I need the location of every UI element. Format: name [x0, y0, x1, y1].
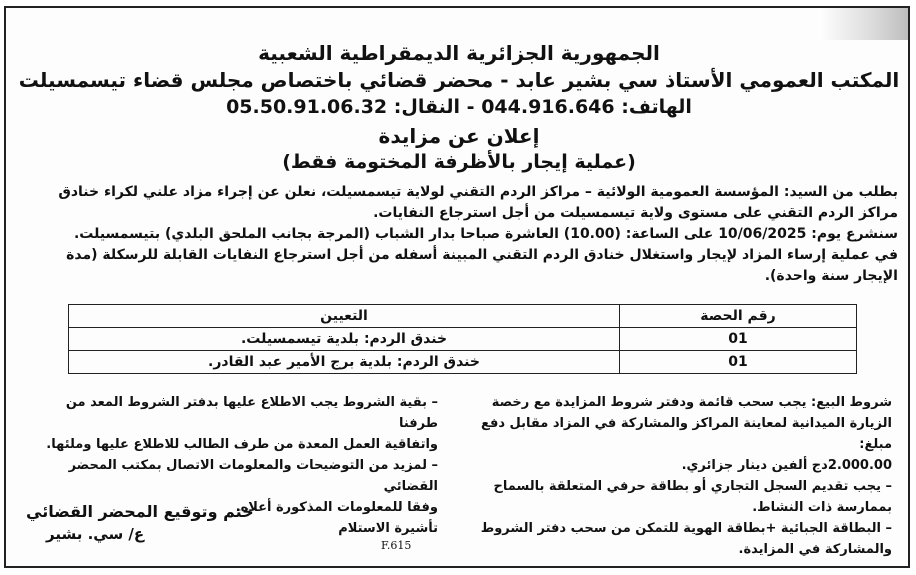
designation-cell: خندق الردم: بلدية تيسمسيلت.	[69, 328, 620, 351]
condition-line: واتفاقية العمل المعدة من طرف الطالب للاطلاع عليها وملئها.	[46, 437, 438, 452]
condition-line: – البطاقة الجبائية +بطاقة الهوية للتمكن من سحب دفتر الشروط	[480, 521, 892, 536]
purpose-paragraph: في عملية إرساء المزاد لإيجار واستغلال خنادق الردم التقني المبينة أسفله من أجل استرجاع النفايات القابلة للرسكلة (مدة الإيجار سنة واحدة).	[66, 247, 898, 284]
condition-line: والمشاركة في المزايدة.	[738, 542, 892, 557]
signature-name: ع/ سي. بشير	[46, 525, 145, 543]
table-header-row	[69, 305, 857, 328]
intro-paragraph: بطلب من السيد: المؤسسة العمومية الولائية – مراكز الردم التقني لولاية تيسمسيلت، نعلن عن إجراء مزاد علني لكراء خنادق مراكز الردم التقني على مستوى ولاية تيسمسيلت من أجل استرجاع النفايات.	[58, 184, 898, 221]
lot-number-cell: 01	[620, 351, 857, 374]
condition-line: الزيارة الميدانية لمعاينة المراكز والمشاركة في المزاد مقابل دفع مبلغ:	[480, 416, 892, 452]
date-paragraph: سنشرع يوم: 10/06/2025 على الساعة: (10.00) العاشرة صباحا بدار الشباب (المرجة بجانب الملحق البلدي) بتيسمسيلت.	[73, 226, 898, 242]
announcement-frame	[4, 6, 910, 568]
condition-line: شروط البيع: يجب سحب قائمة ودفتر شروط المزايدة مع رخصة	[491, 395, 892, 410]
designation-cell: خندق الردم: بلدية برج الأمير عبد القادر.	[69, 351, 620, 374]
conditions-section	[18, 392, 900, 564]
table-row	[69, 351, 857, 374]
lot-number-cell: 01	[620, 328, 857, 351]
signature-title: ختم وتوقيع المحضر القضائي	[26, 502, 254, 521]
table-row	[69, 328, 857, 351]
auction-subtitle: (عملية إيجار بالأظرفة المختومة فقط)	[282, 151, 636, 173]
condition-line: – بقية الشروط يجب الاطلاع عليها بدفتر الشروط المعد من طرفنا	[65, 395, 438, 431]
condition-line: – يجب تقديم السجل التجاري أو بطاقة حرفي المتعلقة بالسماح	[493, 479, 892, 494]
receipt-visa: تأشيرة الاستلام	[338, 521, 438, 536]
republic-title: الجمهورية الجزائرية الديمقراطية الشعبية	[258, 41, 660, 65]
reference-code: F.615	[381, 539, 412, 552]
phone-line: الهاتف: 044.916.646 - النقال: 05.50.91.06.32	[226, 96, 692, 118]
condition-line: 2.000.00دج ألفين دينار جزائري.	[681, 458, 892, 473]
designation-header: التعيين	[69, 305, 620, 328]
lot-number-header: رقم الحصة	[620, 305, 857, 328]
condition-line: – لمزيد من التوضيحات والمعلومات الاتصال بمكتب المحضر القضائي	[68, 458, 438, 494]
auction-title: إعلان عن مزايدة	[378, 124, 540, 148]
scan-shadow	[818, 8, 908, 40]
lots-table	[68, 304, 857, 374]
condition-line: وفقا للمعلومات المذكورة أعلاه.	[235, 500, 438, 515]
sale-conditions	[466, 392, 892, 560]
office-title: المكتب العمومي الأستاذ سي بشير عابد - محضر قضائي باختصاص مجلس قضاء تيسمسيلت	[18, 68, 900, 92]
condition-line: بممارسة ذات النشاط.	[752, 500, 892, 515]
